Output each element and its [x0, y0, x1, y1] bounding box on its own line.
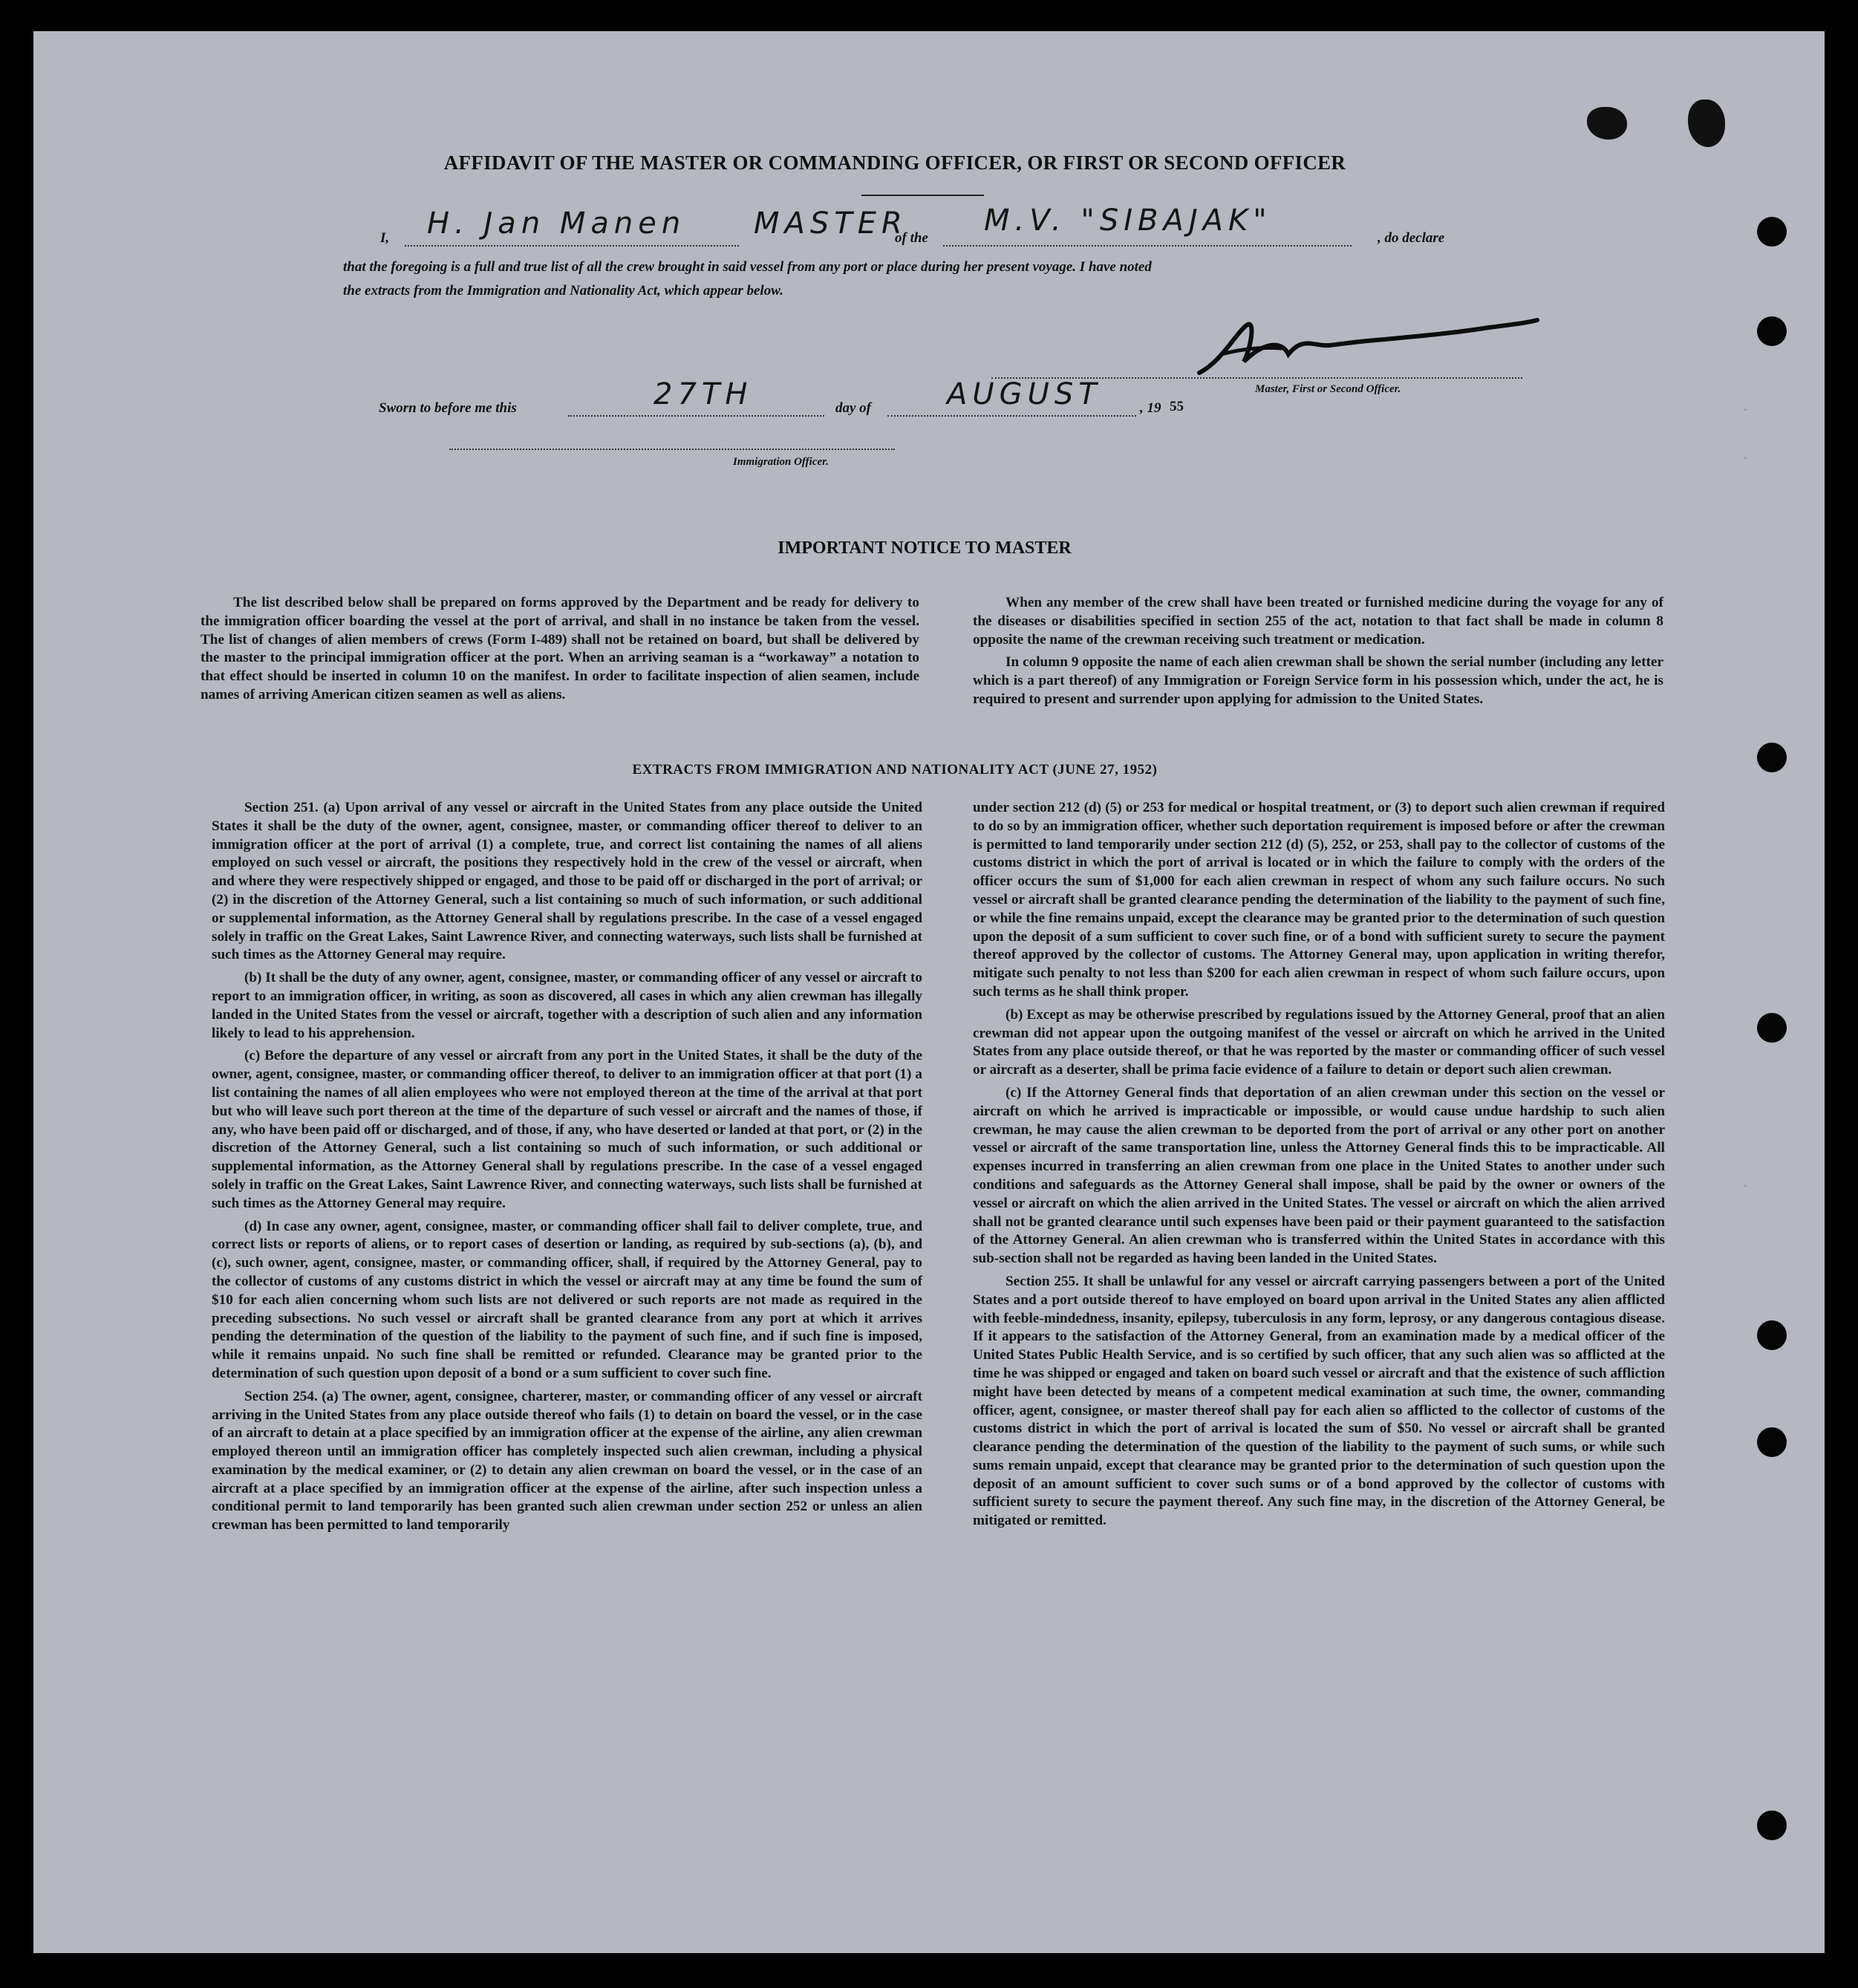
declaration-line-3: the extracts from the Immigration and Nationality Act, which appear below. [343, 283, 783, 299]
section-251c: (c) Before the departure of any vessel or aircraft from any port in the United States, it shall be the duty of the owner, agent, consignee, master, or commanding officer thereof, to deliver to an immigration officer at that port (1) a list containing the names of all alien employees who were not employed thereon at the time of the arrival at that port but who will leave such port thereon at the time of the departure of such vessel or aircraft and the names of those, if any, who have been paid off or discharged, and of those, if any, who have deserted or landed at that port, or (2) in the discretion of the Attorney General, such a list containing so much of such information, or such additional or supplemental information, as the Attorney General shall by regulations prescribe. In the case of a vessel engaged solely in traffic on the Great Lakes, Saint Lawrence River, and connecting waterways, such lists shall be furnished at such times as the Attorney General may require. [212, 1048, 922, 1211]
declaration-line-2: that the foregoing is a full and true list of all the crew brought in said vessel from any port or place during her present voyage. I have noted [343, 259, 1152, 275]
notice-title: IMPORTANT NOTICE TO MASTER [778, 538, 1072, 558]
extracts-right-column [973, 799, 1665, 1535]
title-underline [861, 195, 984, 196]
extracts-left-column [212, 799, 922, 1539]
notice-paragraph: In column 9 opposite the name of each alien crewman shall be shown the serial number (including any letter which is a part thereof) of any Immigration or Foreign Service form in his possession which, under the act, he is required to present and surrender upon applying for admission to the United States. [973, 654, 1663, 707]
punch-hole [1757, 1811, 1787, 1840]
ink-blot [1688, 100, 1725, 147]
section-254b: (b) Except as may be otherwise prescribed by regulations issued by the Attorney General, proof that an alien crewman did not appear upon the outgoing manifest of the vessel or aircraft on which he arrived in the United States from any place outside thereof, or that he was reported by the master or commanding officer of such vessel or aircraft as a deserter, shall be prima facie evidence of a failure to detain or deport such alien crewman. [973, 1006, 1665, 1078]
signature-caption: Master, First or Second Officer. [1255, 383, 1401, 395]
notice-paragraph: When any member of the crew shall have been treated or furnished medicine during the voyage for any of the diseases or disabilities specified in section 255 of the act, notation to that fact shall be made in column 8 opposite the name of the crewman receiving such treatment or medication. [973, 595, 1663, 648]
notice-right-column [973, 594, 1663, 714]
master-name: H. Jan Manen [427, 206, 686, 241]
master-rank: MASTER [754, 206, 907, 241]
section-251a: Section 251. (a) Upon arrival of any vessel or aircraft in the United States from any place outside the United States it shall be the duty of the owner, agent, consignee, master, or commanding officer thereof to deliver to an immigration officer at the port of arrival (1) a complete, true, and correct list containing the names of all aliens employed on such vessel or aircraft, the positions they respectively hold in the crew of the vessel or aircraft, when and where they were respectively shipped or engaged, and those to be paid off or discharged in the port of arrival; or (2) in the discretion of the Attorney General, such a list containing so much of such information, or such additional or supplemental information, as the Attorney General shall by regulations prescribe. In the case of a vessel engaged solely in traffic on the Great Lakes, Saint Lawrence River, and connecting waterways, such lists shall be furnished at such times as the Attorney General may require. [212, 800, 922, 963]
section-254c: (c) If the Attorney General finds that deportation of an alien crewman under this section on the vessel or aircraft on which he arrived is impracticable or impossible, or would cause undue hardship to such alien crewman, he may cause the alien crewman to be deported from the port of arrival or any other port on another vessel or aircraft of the same transportation line, unless the Attorney General finds this to be impracticable. All expenses incurred in transferring an alien crewman from one place in the United States to another under such conditions and safeguards as the Attorney General shall impose, shall be paid by the owner or owners of the vessel or aircraft on which the alien arrived in the United States. The vessel or aircraft on which the alien arrived shall not be granted clearance until such expenses have been paid or their payment guaranteed to the satisfaction of the Attorney General. An alien crewman who is transferred within the United States in accordance with this sub-section shall not be regarded as having been landed in the United States. [973, 1084, 1665, 1267]
notice-left-column [201, 594, 919, 709]
day-of-label: day of [835, 400, 872, 416]
punch-hole [1757, 1320, 1787, 1350]
bleed-through-mark: . [1741, 447, 1750, 463]
punch-hole [1757, 1013, 1787, 1043]
punch-hole [1757, 316, 1787, 346]
section-251b: (b) It shall be the duty of any owner, agent, consignee, master, or commanding officer of any vessel or aircraft to report to an immigration officer, in writing, as soon as discovered, all cases in which any alien crewman has illegally landed in the United States from the vessel or aircraft, together with a description of such alien and any information likely to lead to his apprehension. [212, 970, 922, 1041]
bleed-through-mark: . [1741, 399, 1750, 414]
vessel-name: M.V. "SIBAJAK" [984, 203, 1272, 238]
section-255: Section 255. It shall be unlawful for any vessel or aircraft carrying passengers between a port of the United States and a port outside thereof to have employed on board upon arrival in the United States any alien afflicted with feeble-mindedness, insanity, epilepsy, tuberculosis in any form, leprosy, or any dangerous contagious disease. If it appears to the satisfaction of the Attorney General, from an examination made by a medical officer of the United States Public Health Service, and is so certified by such officer, that any such alien was so afflicted at the time he was shipped or engaged and taken on board such vessel or aircraft and that the existence of such affliction might have been detected by means of a competent medical examination at such time, the owner, commanding officer, agent, consignee, or master thereof shall pay for each alien so afflicted to the collector of customs of the customs district in which the port of arrival is located the sum of $50. No vessel or aircraft shall be granted clearance pending the determination of the question of the liability to the payment of such sums, or while such sums remain unpaid, except that clearance may be granted prior to the determination of such question upon the deposit of an amount sufficient to cover such sums or of a bond approved by the collector of customs with sufficient surety to secure the payment thereof. Any such fine may, in the discretion of the Attorney General, be mitigated or remitted. [973, 1273, 1665, 1529]
document-page [33, 31, 1825, 1953]
sworn-prefix: Sworn to before me this [379, 400, 517, 416]
punch-hole [1757, 1427, 1787, 1457]
month-field-line [887, 415, 1136, 417]
do-declare-label: , do declare [1378, 230, 1445, 246]
section-254a-continued: under section 212 (d) (5) or 253 for medical or hospital treatment, or (3) to deport such alien crewman if required to do so by an immigration officer, whether such deportation requirement is imposed before or after the crewman is permitted to land temporarily under section 212 (d) (5), 252, or 253, shall pay to the collector of customs of the customs district in which the port of arrival is located or in which the failure to comply with the orders of the officer occurs the sum of $1,000 for each alien crewman in respect of whom any such failure occurs. No such vessel or aircraft shall be granted clearance pending the determination of the liability to the payment of such fine, or while the fine remains unpaid, except the clearance may be granted prior to the determination of such question upon the deposit of a sum sufficient to cover such fine, or of a bond with sufficient surety to secure the payment thereof approved by the collector of customs. The Attorney General may, upon application in writing therefor, mitigate such penalty to not less than $200 for each alien crewman in respect of whom such failure occurs, upon such terms as he shall think proper. [973, 800, 1665, 1000]
year-prefix: , 19 [1140, 400, 1161, 416]
declaration-prefix: I, [380, 230, 390, 246]
notice-paragraph: The list described below shall be prepared on forms approved by the Department and be ready for delivery to the immigration officer boarding the vessel at the port of arrival, and shall in no instance be taken from the vessel. The list of changes of alien members of crews (Form I-489) shall not be retained on board, but shall be delivered by the master to the principal immigration officer at the port. When an arriving seaman is a “workaway” a notation to that effect should be inserted in column 10 on the manifest. In order to facilitate inspection of alien seamen, include names of arriving American citizen seamen as well as aliens. [201, 595, 919, 703]
sworn-month: AUGUST [947, 377, 1102, 411]
section-251d: (d) In case any owner, agent, consignee, master, or commanding officer shall fail to deliver complete, true, and correct lists or reports of aliens, or to report cases of desertion or landing, as required by sub-sections (a), (b), and (c), such owner, agent, consignee, master, or commanding officer, shall, if required by the Attorney General, pay to the collector of customs of any customs district in which the vessel or aircraft may at any time be found the sum of $10 for each alien concerning whom such lists are not delivered or such reports are not made as required in the preceding subsections. No such vessel or aircraft shall be granted clearance from any port at which it arrives pending the determination of the question of the liability to the payment of such fine, and if such fine is imposed, while it remains unpaid. No such fine shall be remitted or refunded. Clearance may be granted prior to the determination of such question upon deposit of a bond or a sum sufficient to cover such fine. [212, 1218, 922, 1381]
bleed-through-mark: . [1741, 1175, 1750, 1190]
extracts-title: EXTRACTS FROM IMMIGRATION AND NATIONALITY ACT (JUNE 27, 1952) [632, 762, 1158, 778]
section-254a: Section 254. (a) The owner, agent, consignee, charterer, master, or commanding officer of any vessel or aircraft arriving in the United States from any place outside thereof who fails (1) to detain on board the vessel, or in the case of an aircraft to detain at a place specified by an immigration officer at the expense of the airline, any alien crewman employed thereon until an immigration officer has completely inspected such alien crewman, including a physical examination by the medical examiner, or (2) to detain any alien crewman on board the vessel, or in the case of an aircraft at a place specified by an immigration officer at the expense of the airline, after such inspection unless a conditional permit to land temporarily has been granted such alien crewman under section 252 or unless an alien crewman has been permitted to land temporarily [212, 1388, 922, 1534]
immigration-officer-caption: Immigration Officer. [733, 456, 829, 468]
sworn-year: 55 [1170, 399, 1184, 414]
affidavit-title: AFFIDAVIT OF THE MASTER OR COMMANDING OFFICER, OR FIRST OR SECOND OFFICER [443, 151, 1346, 174]
name-field-line [405, 245, 739, 247]
immigration-officer-line [449, 449, 895, 450]
ink-blot [1587, 107, 1627, 140]
sworn-day: 27TH [653, 377, 753, 411]
punch-hole [1757, 217, 1787, 247]
day-field-line [568, 415, 824, 417]
master-signature [1192, 302, 1541, 384]
punch-hole [1757, 743, 1787, 772]
vessel-field-line [943, 245, 1352, 247]
of-the-label: of the [895, 230, 928, 246]
